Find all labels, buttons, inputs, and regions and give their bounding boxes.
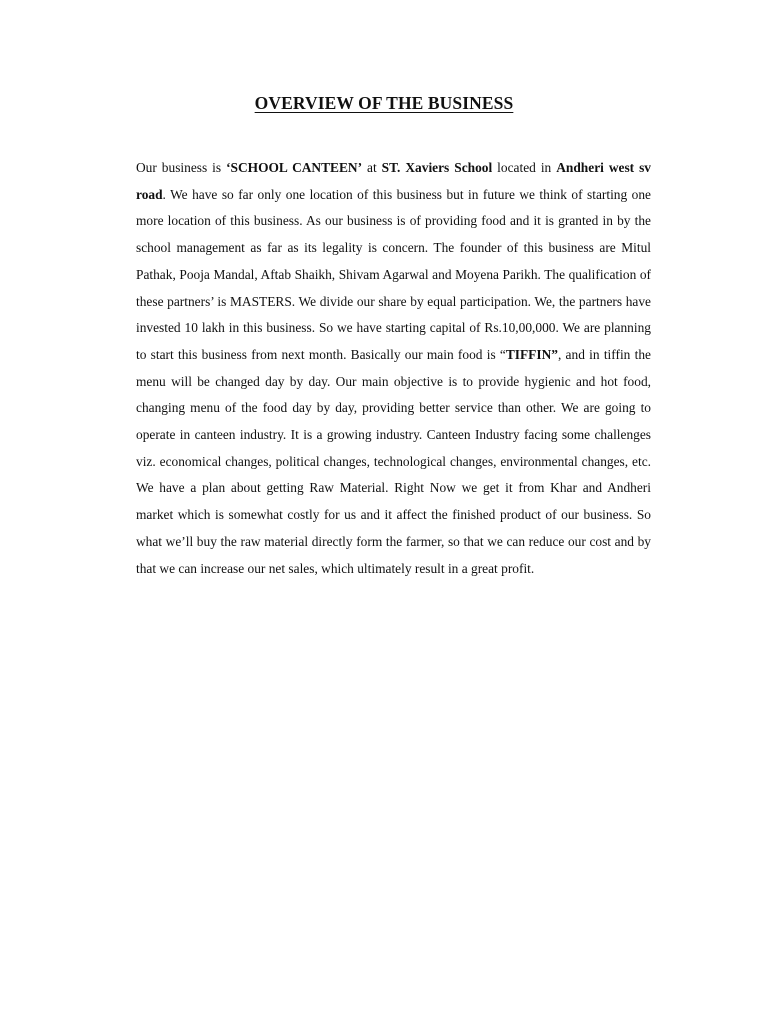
paragraph-text: , and in tiffin the menu will be changed day by day. Our main objective is to provide hygienic and hot food, changing menu of the food day by day, providing better service than other. We are going to operate in canteen industry. It is a growing industry. Canteen Industry facing some challenges viz. economical changes, political changes, technological changes, environmental changes, etc. We have a plan about getting Raw Material. Right Now we get it from Khar and Andheri market which is somewhat costly for us and it affect the finished product of our business. So what we’ll buy the raw material directly form the farmer, so that we can reduce our cost and by that we can increase our net sales, which ultimately result in a great profit. <box>136 346 651 576</box>
paragraph-text: . We have so far only one location of this business but in future we think of starting one more location of this business. As our business is of providing food and it is granted in by the school management as far as its legality is concern. The founder of this business are Mitul Pathak, Pooja Mandal, Aftab Shaikh, Shivam Agarwal and Moyena Parikh. The qualification of these partners’ is MASTERS. We divide our share by equal participation. We, the partners have invested 10 lakh in this business. So we have starting capital of Rs.10,00,000. We are planning to start this business from next month. Basically our main food is “ <box>136 186 651 362</box>
business-name: ‘SCHOOL CANTEEN’ <box>226 160 363 175</box>
main-food-name: TIFFIN” <box>505 346 558 362</box>
paragraph-text: at <box>362 160 382 175</box>
location-name: Andheri west sv road <box>136 160 652 202</box>
paragraph-text: located in <box>492 160 557 175</box>
paragraph-text: Our business is <box>136 160 227 175</box>
school-name: ST. Xaviers School <box>381 160 493 175</box>
overview-paragraph <box>136 155 651 582</box>
document-title: OVERVIEW OF THE BUSINESS <box>254 93 514 113</box>
